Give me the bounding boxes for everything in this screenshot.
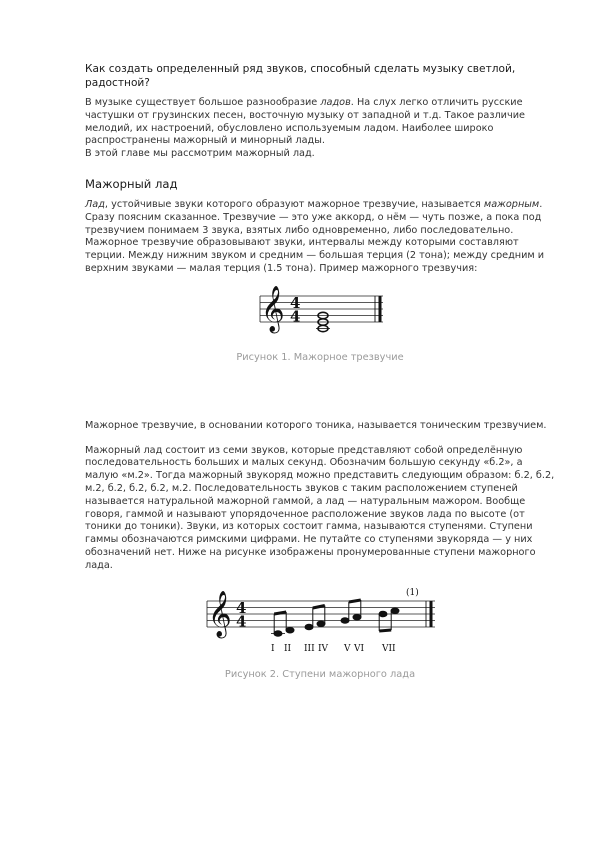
figure-1-caption: Рисунок 1. Мажорное трезвучие — [236, 351, 404, 363]
note-d — [286, 627, 294, 633]
major-triad-staff — [85, 284, 555, 340]
section-title: Мажорный лад — [85, 176, 178, 191]
note-c — [274, 630, 282, 636]
term-lad: Лад — [85, 198, 105, 210]
octave-mark: (1) — [406, 587, 419, 598]
note-e — [305, 624, 313, 630]
major-definition-paragraph — [85, 199, 555, 276]
note-a — [353, 614, 361, 620]
note-g — [341, 617, 349, 623]
treble-clef-icon: 𝄞 — [261, 285, 285, 332]
time-signature-top: 4 — [290, 293, 301, 312]
note-c2 — [391, 608, 399, 614]
para1-text: , устойчивые звуки которого образуют мажорное трезвучие, называется — [104, 198, 484, 210]
treble-clef-icon: 𝄞 — [208, 590, 232, 637]
note-b — [379, 611, 387, 617]
intro-text-cont: . На слух легко отличить русские частушки от грузинских песен, восточную музыку от западной и т.д. Такое различие мелодий, их настроений, обусловлено используемым ладом. Наиболее широко распространены мажорный и минорный лады. — [85, 97, 525, 147]
intro-text: В музыке существует большое разнообразие — [85, 97, 321, 108]
degree-4: IV — [318, 643, 329, 654]
major-scale-paragraph: Мажорный лад состоит из семи звуков, которые представляют собой определённую последовательность больших и малых секунд. Обозначим большую секунду «б.2», а малую «м.2». Тогда мажорный звукоряд можно представить следующим образом: б.2, б.2, м.2, б.2, б.2, б.2, м.2. Последовательность звуков с таким расположением ступеней называется натуральной мажорной гаммой, а лад — натуральным мажором. Вообще говоря, гаммой и называют упорядоченное расположение звуков лада по высоте (от тоники до тоники). Звуки, из которых состоит гамма, называются ступенями. Ступени гаммы обозначаются римскими цифрами. Не путайте со ступенями звукоряда — у них обозначений нет. Ниже на рисунке изображены пронумерованные ступени мажорного лада. — [85, 444, 555, 571]
degree-labels — [271, 644, 396, 654]
figure-1 — [85, 284, 555, 363]
time-signature-bottom: 4 — [290, 307, 301, 326]
degree-5: V — [344, 643, 351, 654]
intro-em-lady: ладов — [320, 97, 351, 108]
question-heading: Как создать определенный ряд звуков, способный сделать музыку светлой, радостной? — [85, 63, 516, 89]
scale-notes — [271, 600, 399, 636]
figure-2-caption: Рисунок 2. Ступени мажорного лада — [224, 668, 416, 680]
degree-1: I — [271, 643, 275, 654]
term-major: мажорным — [483, 198, 540, 210]
time-signature-top: 4 — [236, 598, 247, 617]
note-f — [317, 621, 325, 627]
time-signature-bottom: 4 — [236, 612, 247, 631]
intro-text-last: В этой главе мы рассмотрим мажорный лад. — [85, 148, 315, 160]
major-scale-staff — [85, 583, 555, 659]
para1-text-cont: . Сразу поясним сказанное. Трезвучие — это уже аккорд, о нём — чуть позже, а пока под трезвучием понимаем 3 звука, взятых либо одновременно, либо последовательно. Мажорное трезвучие образовывают звуки, интервалы между которыми составляют терции. Между нижним звуком и средним — большая терция (2 тона); между средним и верхним звуками — малая терция (1.5 тона). Пример мажорного трезвучия: — [85, 198, 545, 274]
degree-6: VI — [354, 643, 365, 654]
tonic-triad-paragraph: Мажорное трезвучие, в основании которого тоника, называется тоническим трезвучием. — [85, 419, 547, 431]
degree-2: II — [284, 643, 292, 654]
intro-paragraph — [85, 97, 555, 161]
degree-3: III — [304, 643, 315, 654]
figure-2 — [85, 583, 555, 680]
article — [85, 63, 555, 680]
degree-7: VII — [382, 643, 396, 654]
